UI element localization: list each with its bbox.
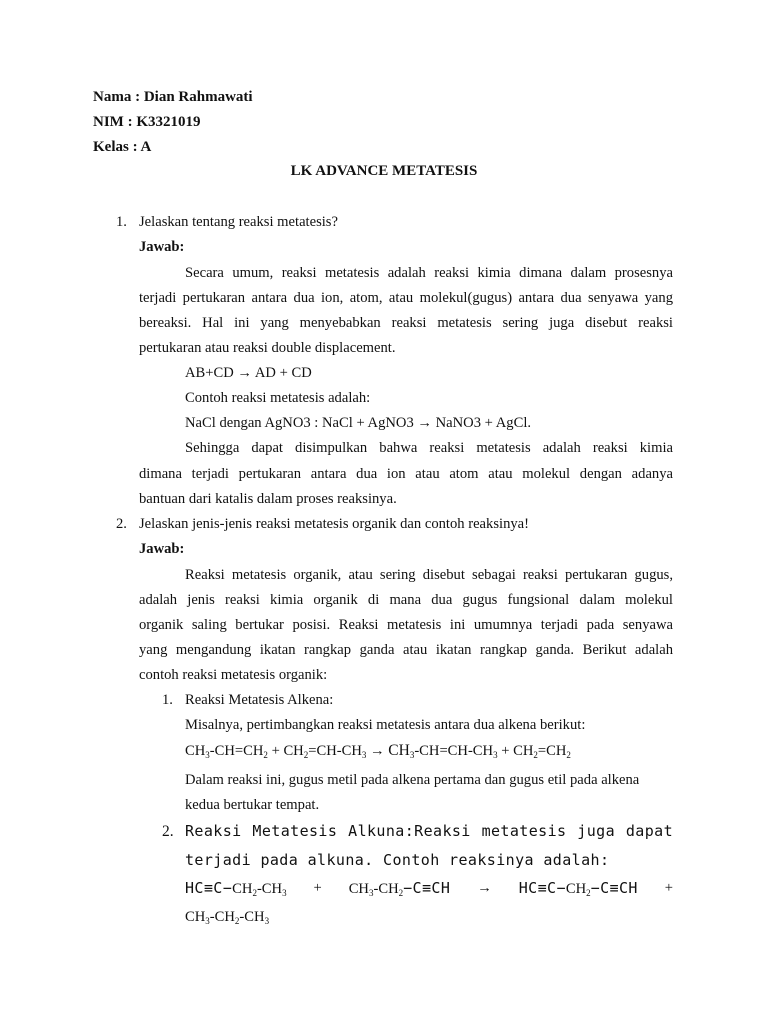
general-equation: AB+CD → AD + CD (185, 365, 312, 381)
subitem-1-number: 1. (162, 692, 173, 708)
question-2-number: 2. (116, 516, 127, 532)
answer-2-line: contoh reaksi metatesis organik: (139, 667, 328, 683)
document-title: LK ADVANCE METATESIS (290, 163, 478, 179)
conclusion-line: bantuan dari katalis dalam proses reaksinya. (139, 491, 397, 507)
student-class: Kelas : A (93, 139, 152, 155)
conclusion-line: dimana terjadi pertukaran antara dua ion atau atom atau molekul dengan adanya (139, 466, 673, 482)
subitem-1-intro: Misalnya, pertimbangkan reaksi metatesis antara dua alkena berikut: (185, 717, 586, 733)
alkyne-equation: $HC\equiv C-CH_2-CH_3$ + $CH_3-CH_2-C\equiv CH$ → $HC\equiv C-CH_2-C\equiv CH$ + (185, 879, 673, 898)
subitem-2-line: Reaksi Metatesis Alkuna:Reaksi metatesis juga dapat (185, 822, 673, 840)
answer-2-line: organik saling bertukar posisi. Reaksi metatesis ini umumnya terjadi pada senyawa (139, 617, 673, 633)
question-2-text: Jelaskan jenis-jenis reaksi metatesis organik dan contoh reaksinya! (139, 516, 529, 532)
student-nim: NIM : K3321019 (93, 114, 201, 130)
alkene-equation: $CH_3-CH=CH_2 + CH_2=CH-CH_3 \to CH_3-CH=CH-CH_3 + CH_2=CH_2$ (185, 742, 571, 760)
subitem-1-explain: Dalam reaksi ini, gugus metil pada alkena pertama dan gugus etil pada alkena (185, 772, 640, 788)
answer-2-label: Jawab: (139, 541, 185, 557)
answer-2-line: Reaksi metatesis organik, atau sering disebut sebagai reaksi pertukaran gugus, (185, 567, 673, 583)
question-1-text: Jelaskan tentang reaksi metatesis? (139, 214, 338, 230)
answer-2-line: adalah jenis reaksi kimia organik di mana dua gugus fungsional dalam molekul (139, 592, 673, 608)
question-1-number: 1. (116, 214, 127, 230)
subitem-2-line: terjadi pada alkuna. Contoh reaksinya adalah: (185, 851, 610, 869)
answer-2-line: yang mengandung ikatan rangkap ganda atau ikatan rangkap ganda. Berikut adalah (139, 642, 673, 658)
answer-1-line: bereaksi. Hal ini yang menyebabkan reaksi metatesis sering juga disebut reaksi (139, 315, 673, 331)
conclusion-line: Sehingga dapat disimpulkan bahwa reaksi metatesis adalah reaksi kimia (185, 440, 673, 456)
answer-1-line: Secara umum, reaksi metatesis adalah reaksi kimia dimana dalam prosesnya (185, 265, 673, 281)
answer-1-line: terjadi pertukaran antara dua ion, atom, atau molekul(gugus) antara dua senyawa yang (139, 290, 673, 306)
answer-1-label: Jawab: (139, 239, 185, 255)
subitem-2-number: 2. (162, 823, 174, 840)
example-label: Contoh reaksi metatesis adalah: (185, 390, 371, 406)
student-name: Nama : Dian Rahmawati (93, 89, 253, 105)
subitem-1-explain: kedua bertukar tempat. (185, 797, 320, 813)
answer-1-line: pertukaran atau reaksi double displacement. (139, 340, 396, 356)
alkyne-equation-cont: $CH_3-CH_2-CH_3$ (185, 909, 270, 926)
subitem-1-title: Reaksi Metatesis Alkena: (185, 692, 334, 708)
example-equation: NaCl dengan AgNO3 : NaCl + AgNO3 → NaNO3 + AgCl. (185, 415, 532, 431)
